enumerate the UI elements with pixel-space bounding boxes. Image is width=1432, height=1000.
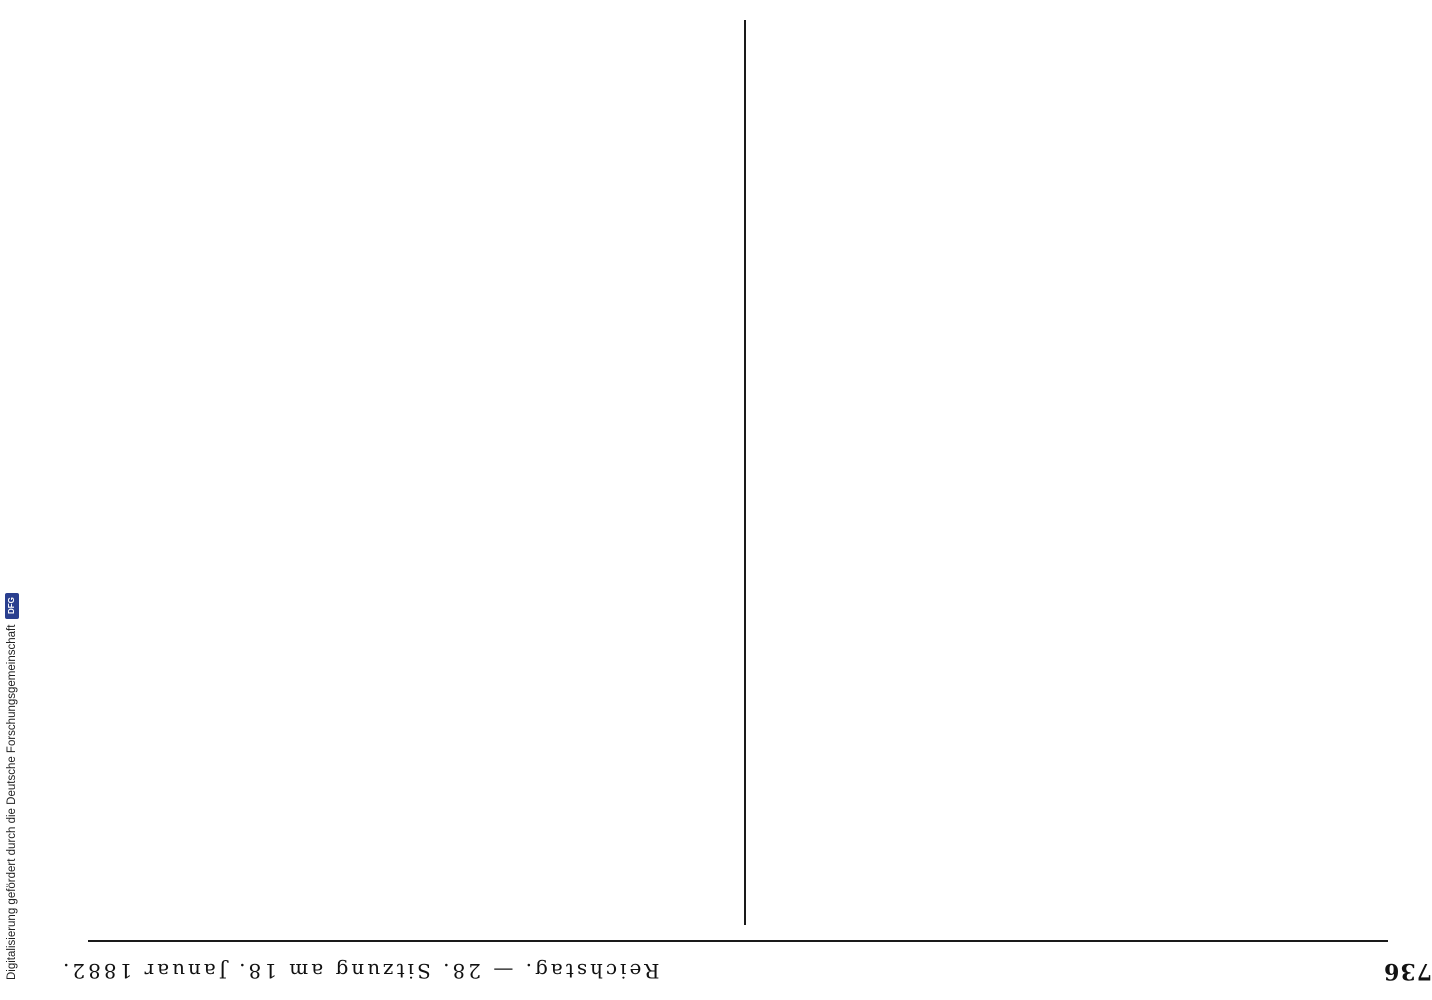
text-column-right <box>756 24 1396 932</box>
page-number: 736 <box>1383 958 1432 984</box>
column-divider <box>744 20 746 925</box>
digitization-note: Digitalisierung gefördert durch die Deutsche Forschungsgemeinschaft <box>6 624 18 980</box>
text-column-left <box>96 24 732 932</box>
dfg-logo-icon: DFG <box>5 593 19 619</box>
header-rule <box>88 940 1388 942</box>
running-title: Reichstag. — 28. Sitzung am 18. Januar 1882. <box>60 959 660 983</box>
page-header <box>60 948 1432 994</box>
digitization-footer <box>2 576 22 980</box>
